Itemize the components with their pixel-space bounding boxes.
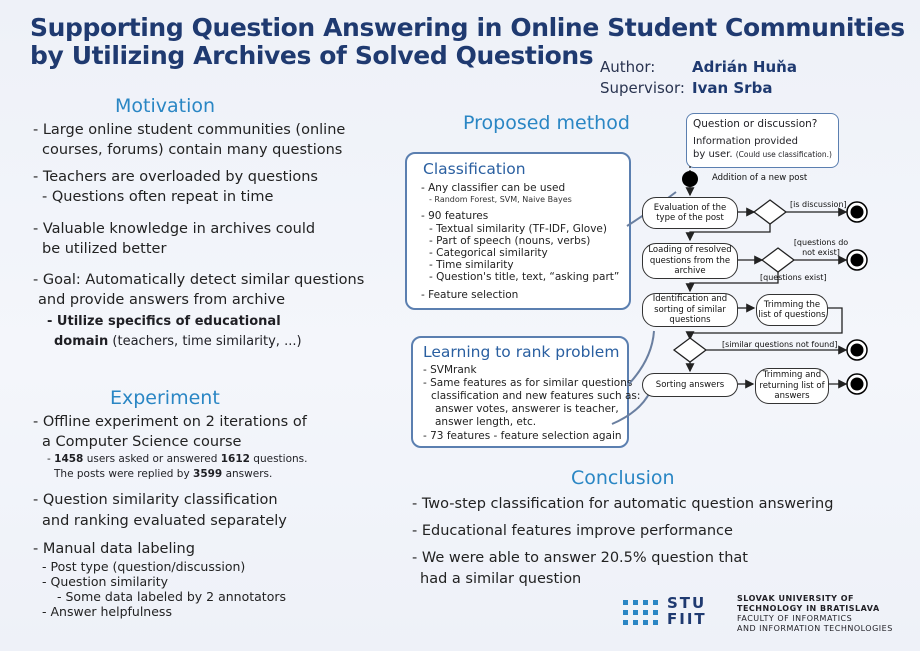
proposed-method-heading: Proposed method bbox=[463, 112, 630, 134]
connector-curve bbox=[612, 392, 650, 424]
flow-trimret-node: Trimming and returning list of answers bbox=[755, 368, 829, 404]
flow-loading-node: Loading of resolved questions from the archive bbox=[642, 243, 738, 279]
experiment-subitem: - Post type (question/discussion) bbox=[42, 559, 246, 574]
stat-questions: 1612 bbox=[220, 453, 250, 465]
stat-text: answers. bbox=[222, 468, 273, 480]
logo-fiit: FIIT bbox=[667, 610, 707, 628]
flow-eval-node: Evaluation of the type of the post bbox=[642, 197, 738, 229]
ltr-line: classification and new features such as: bbox=[431, 390, 641, 402]
classification-line: - Feature selection bbox=[421, 289, 519, 301]
university-line: TECHNOLOGY IN BRATISLAVA bbox=[737, 604, 880, 613]
motivation-domain-word: domain bbox=[54, 334, 109, 349]
stat-text: users asked or answered bbox=[83, 453, 221, 465]
decision-diamond bbox=[754, 200, 786, 224]
conclusion-heading: Conclusion bbox=[571, 467, 675, 489]
faculty-line: AND INFORMATION TECHNOLOGIES bbox=[737, 624, 893, 633]
stat-users: 1458 bbox=[54, 453, 84, 465]
flow-exist-label: [questions exist] bbox=[760, 273, 827, 282]
motivation-item: courses, forums) contain many questions bbox=[42, 142, 343, 158]
conclusion-item: - We were able to answer 20.5% question that bbox=[412, 550, 748, 566]
experiment-subitem: - Question similarity bbox=[42, 574, 169, 589]
title-line-1: Supporting Question Answering in Online Student Communities bbox=[30, 13, 905, 42]
ltr-line: - 73 features - feature selection again bbox=[423, 430, 622, 442]
conclusion-item: had a similar question bbox=[420, 571, 582, 587]
experiment-item: - Manual data labeling bbox=[33, 541, 195, 557]
motivation-item: - Utilize specifics of educational bbox=[47, 314, 281, 329]
classification-title: Classification bbox=[423, 160, 526, 178]
experiment-item: - Question similarity classification bbox=[33, 492, 278, 508]
motivation-heading: Motivation bbox=[115, 95, 216, 117]
logo-text bbox=[667, 595, 707, 627]
conclusion-item: - Educational features improve performance bbox=[412, 523, 733, 539]
university-line: SLOVAK UNIVERSITY OF bbox=[737, 594, 855, 603]
supervisor-name: Ivan Srba bbox=[692, 79, 773, 97]
motivation-item: - Valuable knowledge in archives could bbox=[33, 221, 316, 237]
classification-line: - Time similarity bbox=[429, 259, 514, 271]
classification-line: - Categorical similarity bbox=[429, 247, 548, 259]
motivation-item: - Teachers are overloaded by questions bbox=[33, 169, 318, 185]
start-node bbox=[682, 171, 698, 187]
note-title: Question or discussion? bbox=[693, 118, 818, 130]
motivation-item: - Questions often repeat in time bbox=[42, 189, 274, 205]
decision-diamond bbox=[674, 338, 706, 362]
ltr-line: - Same features as for similar questions bbox=[423, 377, 633, 389]
experiment-subitem: - Some data labeled by 2 annotators bbox=[57, 589, 287, 604]
stat-answers: 3599 bbox=[193, 468, 223, 480]
motivation-domain-detail: (teachers, time similarity, ...) bbox=[112, 334, 302, 349]
stat-text: - bbox=[47, 453, 55, 465]
motivation-item: and provide answers from archive bbox=[38, 292, 286, 308]
supervisor-label: Supervisor: bbox=[600, 79, 685, 97]
note-small: (Could use classification.) bbox=[735, 150, 832, 159]
stu-fiit-logo-dots bbox=[622, 598, 660, 628]
ltr-line: answer length, etc. bbox=[435, 416, 537, 428]
end-nodes bbox=[847, 202, 867, 394]
experiment-heading: Experiment bbox=[110, 387, 220, 409]
experiment-item: - Offline experiment on 2 iterations of bbox=[33, 414, 307, 430]
experiment-item: and ranking evaluated separately bbox=[42, 513, 287, 529]
stat-text: The posts were replied by bbox=[54, 468, 194, 480]
classification-line: - Random Forest, SVM, Naive Bayes bbox=[429, 195, 572, 204]
note-text: by user. bbox=[693, 149, 733, 160]
motivation-item: - Goal: Automatically detect similar questions bbox=[33, 272, 365, 288]
faculty-line: FACULTY OF INFORMATICS bbox=[737, 614, 853, 623]
experiment-item: a Computer Science course bbox=[42, 434, 242, 450]
conclusion-item: - Two-step classification for automatic question answering bbox=[412, 496, 834, 512]
author-label: Author: bbox=[600, 58, 656, 76]
flow-not-found-label: [similar questions not found] bbox=[722, 340, 838, 349]
flow-start-label: Addition of a new post bbox=[712, 173, 808, 183]
classification-line: - Textual similarity (TF-IDF, Glove) bbox=[429, 223, 607, 235]
classification-line: - Question's title, text, “asking part” bbox=[429, 271, 620, 283]
flow-is-discussion-label: [is discussion] bbox=[790, 200, 847, 209]
flow-sorting-node: Sorting answers bbox=[642, 373, 738, 397]
ltr-line: - SVMrank bbox=[423, 364, 477, 376]
note-line: Information provided bbox=[693, 136, 798, 147]
logo-stu: STU bbox=[667, 594, 707, 612]
flow-not-exist-label: [questions do not exist] bbox=[793, 238, 849, 257]
classification-line: - Part of speech (nouns, verbs) bbox=[429, 235, 591, 247]
ltr-line: answer votes, answerer is teacher, bbox=[435, 403, 619, 415]
title-line-2: by Utilizing Archives of Solved Questions bbox=[30, 41, 594, 70]
flow-ident-node: Identification and sorting of similar questions bbox=[642, 293, 738, 327]
motivation-item: - Large online student communities (online bbox=[33, 122, 346, 138]
flow-trim-node: Trimming the list of questions bbox=[756, 294, 828, 326]
classification-line: - 90 features bbox=[421, 210, 489, 222]
learning-to-rank-title: Learning to rank problem bbox=[423, 343, 620, 361]
classification-line: - Any classifier can be used bbox=[421, 182, 566, 194]
experiment-subitem: - Answer helpfulness bbox=[42, 604, 172, 619]
motivation-item: be utilized better bbox=[42, 241, 167, 257]
stat-text: questions. bbox=[249, 453, 308, 465]
university-name bbox=[737, 594, 893, 634]
author-name: Adrián Huňa bbox=[692, 58, 797, 76]
